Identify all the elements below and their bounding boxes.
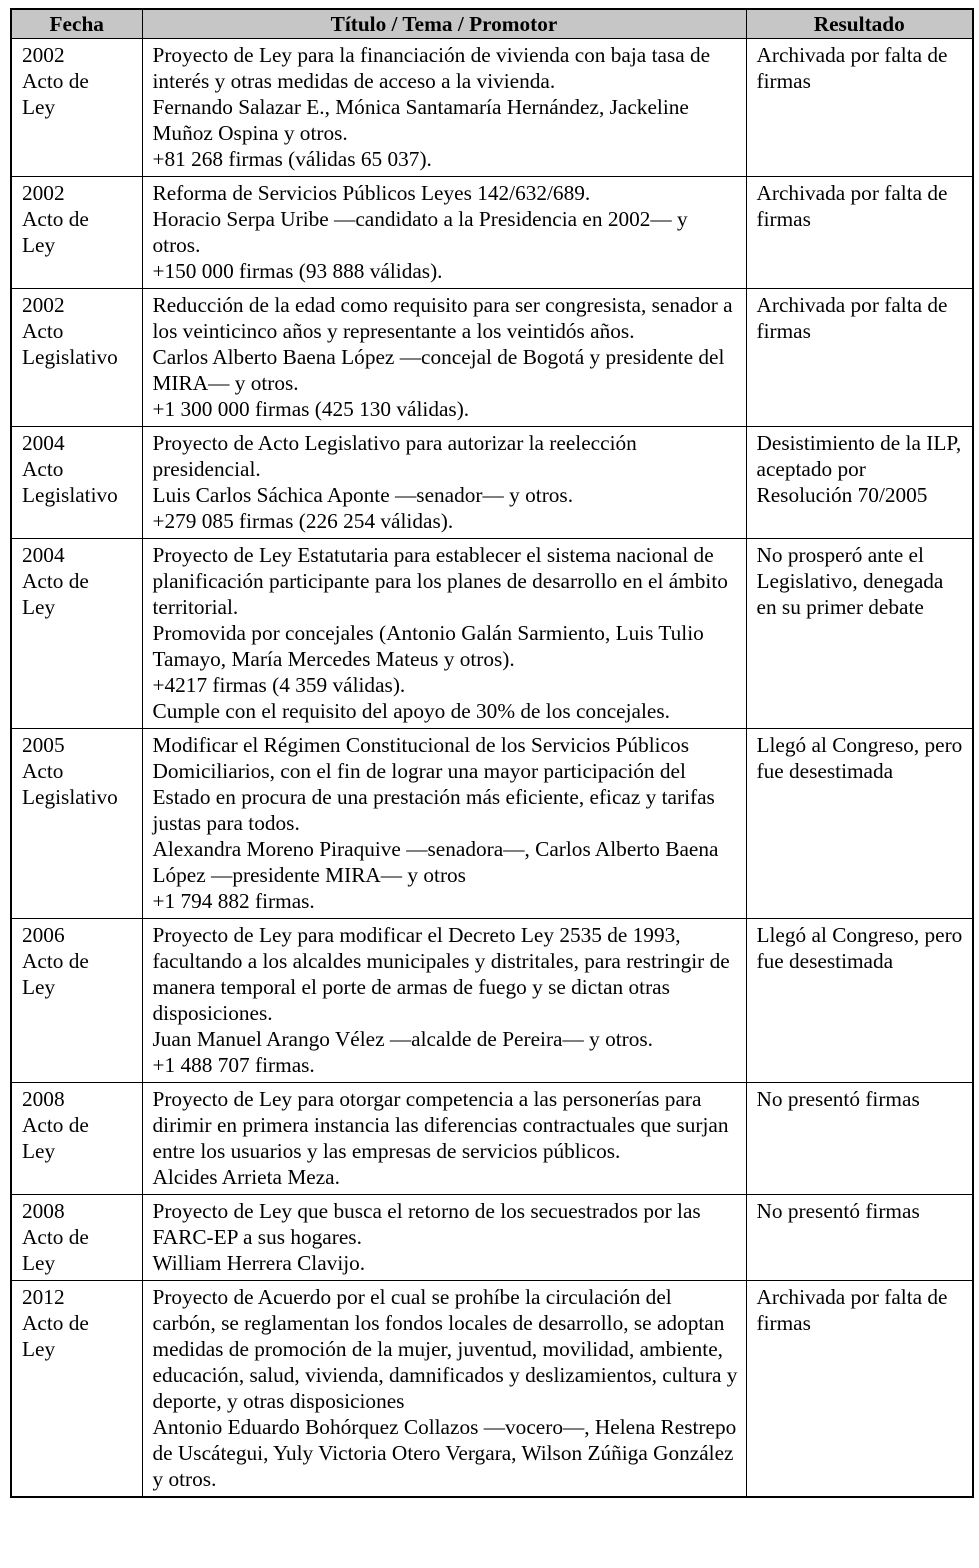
- resultado-text: No presentó firmas: [756, 1199, 920, 1223]
- fecha-line: Acto de: [22, 1225, 89, 1249]
- titulo-line: Reducción de la edad como requisito para ser congresista, senador a los veinticinco años y representante a los veintidós años.: [152, 293, 733, 343]
- fecha-line: Ley: [22, 975, 56, 999]
- titulo-line: Antonio Eduardo Bohórquez Collazos —vocero—, Helena Restrepo de Uscátegui, Yuly Victoria Otero Vergara, Wilson Zúñiga González y otros.: [152, 1415, 737, 1491]
- titulo-line: Fernando Salazar E., Mónica Santamaría Hernández, Jackeline Muñoz Ospina y otros.: [152, 95, 689, 145]
- fecha-line: 2002: [22, 181, 65, 205]
- fecha-line: Acto de: [22, 1311, 89, 1335]
- fecha-line: Acto: [22, 759, 64, 783]
- resultado-text: No prosperó ante el Legislativo, denegada en su primer debate: [756, 543, 944, 619]
- fecha-line: 2002: [22, 293, 65, 317]
- fecha-line: Ley: [22, 595, 56, 619]
- fecha-cell: [11, 729, 142, 919]
- titulo-line: Modificar el Régimen Constitucional de los Servicios Públicos Domiciliarios, con el fin de lograr una mayor participación del Estado en procura de una prestación más eficiente, eficaz y tarifas justas para todos.: [152, 733, 715, 835]
- fecha-line: Ley: [22, 1251, 56, 1275]
- fecha-cell: [11, 39, 142, 177]
- titulo-line: +279 085 firmas (226 254 válidas).: [152, 509, 454, 533]
- titulo-line: Proyecto de Ley para modificar el Decreto Ley 2535 de 1993, facultando a los alcaldes municipales y distritales, para restringir de manera temporal el porte de armas de fuego y se dictan otras disposiciones.: [152, 923, 730, 1025]
- header-titulo: Título / Tema / Promotor: [142, 9, 746, 39]
- fecha-cell: [11, 427, 142, 539]
- fecha-line: 2008: [22, 1087, 65, 1111]
- table-row: [11, 919, 973, 1083]
- titulo-line: Luis Carlos Sáchica Aponte —senador— y otros.: [152, 483, 574, 507]
- table-row: [11, 1195, 973, 1281]
- fecha-cell: [11, 289, 142, 427]
- table-row: [11, 177, 973, 289]
- header-resultado: Resultado: [746, 9, 973, 39]
- resultado-cell: [746, 1281, 973, 1498]
- titulo-cell: [142, 289, 746, 427]
- resultado-cell: [746, 39, 973, 177]
- table-row: [11, 427, 973, 539]
- fecha-line: 2004: [22, 543, 65, 567]
- table-row: [11, 289, 973, 427]
- titulo-line: Proyecto de Ley para la financiación de vivienda con baja tasa de interés y otras medidas de acceso a la vivienda.: [152, 43, 711, 93]
- fecha-line: Legislativo: [22, 483, 118, 507]
- titulo-cell: [142, 919, 746, 1083]
- header-row: [11, 9, 973, 39]
- resultado-text: Archivada por falta de firmas: [756, 1285, 948, 1335]
- fecha-line: Ley: [22, 1337, 56, 1361]
- titulo-line: +1 488 707 firmas.: [152, 1053, 315, 1077]
- fecha-line: Ley: [22, 233, 56, 257]
- resultado-text: Llegó al Congreso, pero fue desestimada: [756, 923, 963, 973]
- fecha-cell: [11, 919, 142, 1083]
- fecha-line: 2006: [22, 923, 65, 947]
- resultado-text: Desistimiento de la ILP, aceptado por Resolución 70/2005: [756, 431, 962, 507]
- fecha-line: Legislativo: [22, 345, 118, 369]
- titulo-cell: [142, 39, 746, 177]
- fecha-line: Ley: [22, 1139, 56, 1163]
- table-row: [11, 539, 973, 729]
- titulo-line: William Herrera Clavijo.: [152, 1251, 366, 1275]
- resultado-cell: [746, 1083, 973, 1195]
- titulo-line: Proyecto de Ley que busca el retorno de los secuestrados por las FARC-EP a sus hogares.: [152, 1199, 701, 1249]
- titulo-cell: [142, 729, 746, 919]
- titulo-line: Alexandra Moreno Piraquive —senadora—, Carlos Alberto Baena López —presidente MIRA— y otros: [152, 837, 719, 887]
- resultado-text: Llegó al Congreso, pero fue desestimada: [756, 733, 963, 783]
- table-row: [11, 39, 973, 177]
- fecha-line: Acto de: [22, 1113, 89, 1137]
- header-fecha: Fecha: [11, 9, 142, 39]
- titulo-line: +150 000 firmas (93 888 válidas).: [152, 259, 443, 283]
- titulo-line: Reforma de Servicios Públicos Leyes 142/632/689.: [152, 181, 591, 205]
- fecha-line: Acto: [22, 319, 64, 343]
- resultado-text: Archivada por falta de firmas: [756, 43, 948, 93]
- fecha-line: 2004: [22, 431, 65, 455]
- fecha-line: 2002: [22, 43, 65, 67]
- fecha-line: Acto de: [22, 207, 89, 231]
- resultado-cell: [746, 289, 973, 427]
- fecha-line: Acto de: [22, 949, 89, 973]
- fecha-line: 2008: [22, 1199, 65, 1223]
- resultado-cell: [746, 427, 973, 539]
- titulo-line: Horacio Serpa Uribe —candidato a la Presidencia en 2002— y otros.: [152, 207, 688, 257]
- fecha-cell: [11, 1195, 142, 1281]
- titulo-line: +81 268 firmas (válidas 65 037).: [152, 147, 432, 171]
- table-body: [11, 39, 973, 1498]
- titulo-line: +1 794 882 firmas.: [152, 889, 315, 913]
- titulo-line: Proyecto de Acuerdo por el cual se prohíbe la circulación del carbón, se reglamentan los fondos locales de desarrollo, se adoptan medidas de promoción de la mujer, juventud, movilidad, ambiente, educación, salud, vivienda, damnificados y deslizamientos, cultura y deporte, y otras disposiciones: [152, 1285, 738, 1413]
- fecha-line: 2012: [22, 1285, 65, 1309]
- titulo-line: Proyecto de Ley para otorgar competencia a las personerías para dirimir en primera instancia las diferencias contractuales que surjan entre los usuarios y las empresas de servicios públicos.: [152, 1087, 729, 1163]
- titulo-line: +4217 firmas (4 359 válidas).: [152, 673, 406, 697]
- titulo-line: Proyecto de Ley Estatutaria para establecer el sistema nacional de planificación participante para los planes de desarrollo en el ámbito territorial.: [152, 543, 728, 619]
- titulo-cell: [142, 1083, 746, 1195]
- titulo-cell: [142, 539, 746, 729]
- ilp-initiatives-table: [10, 8, 974, 1498]
- resultado-cell: [746, 177, 973, 289]
- titulo-line: +1 300 000 firmas (425 130 válidas).: [152, 397, 470, 421]
- table-row: [11, 729, 973, 919]
- resultado-cell: [746, 1195, 973, 1281]
- titulo-cell: [142, 427, 746, 539]
- table-row: [11, 1281, 973, 1498]
- fecha-cell: [11, 177, 142, 289]
- fecha-line: Ley: [22, 95, 56, 119]
- titulo-line: Alcides Arrieta Meza.: [152, 1165, 340, 1189]
- titulo-line: Proyecto de Acto Legislativo para autorizar la reelección presidencial.: [152, 431, 637, 481]
- fecha-line: Legislativo: [22, 785, 118, 809]
- table-row: [11, 1083, 973, 1195]
- fecha-line: 2005: [22, 733, 65, 757]
- titulo-line: Carlos Alberto Baena López —concejal de Bogotá y presidente del MIRA— y otros.: [152, 345, 725, 395]
- fecha-line: Acto: [22, 457, 64, 481]
- titulo-line: Juan Manuel Arango Vélez —alcalde de Pereira— y otros.: [152, 1027, 654, 1051]
- titulo-cell: [142, 177, 746, 289]
- titulo-cell: [142, 1195, 746, 1281]
- resultado-cell: [746, 919, 973, 1083]
- resultado-text: Archivada por falta de firmas: [756, 181, 948, 231]
- fecha-line: Acto de: [22, 69, 89, 93]
- resultado-text: No presentó firmas: [756, 1087, 920, 1111]
- resultado-cell: [746, 539, 973, 729]
- resultado-cell: [746, 729, 973, 919]
- titulo-cell: [142, 1281, 746, 1498]
- fecha-cell: [11, 1083, 142, 1195]
- titulo-line: Promovida por concejales (Antonio Galán Sarmiento, Luis Tulio Tamayo, María Mercedes Mateus y otros).: [152, 621, 704, 671]
- fecha-cell: [11, 539, 142, 729]
- fecha-cell: [11, 1281, 142, 1498]
- resultado-text: Archivada por falta de firmas: [756, 293, 948, 343]
- titulo-line: Cumple con el requisito del apoyo de 30% de los concejales.: [152, 699, 670, 723]
- fecha-line: Acto de: [22, 569, 89, 593]
